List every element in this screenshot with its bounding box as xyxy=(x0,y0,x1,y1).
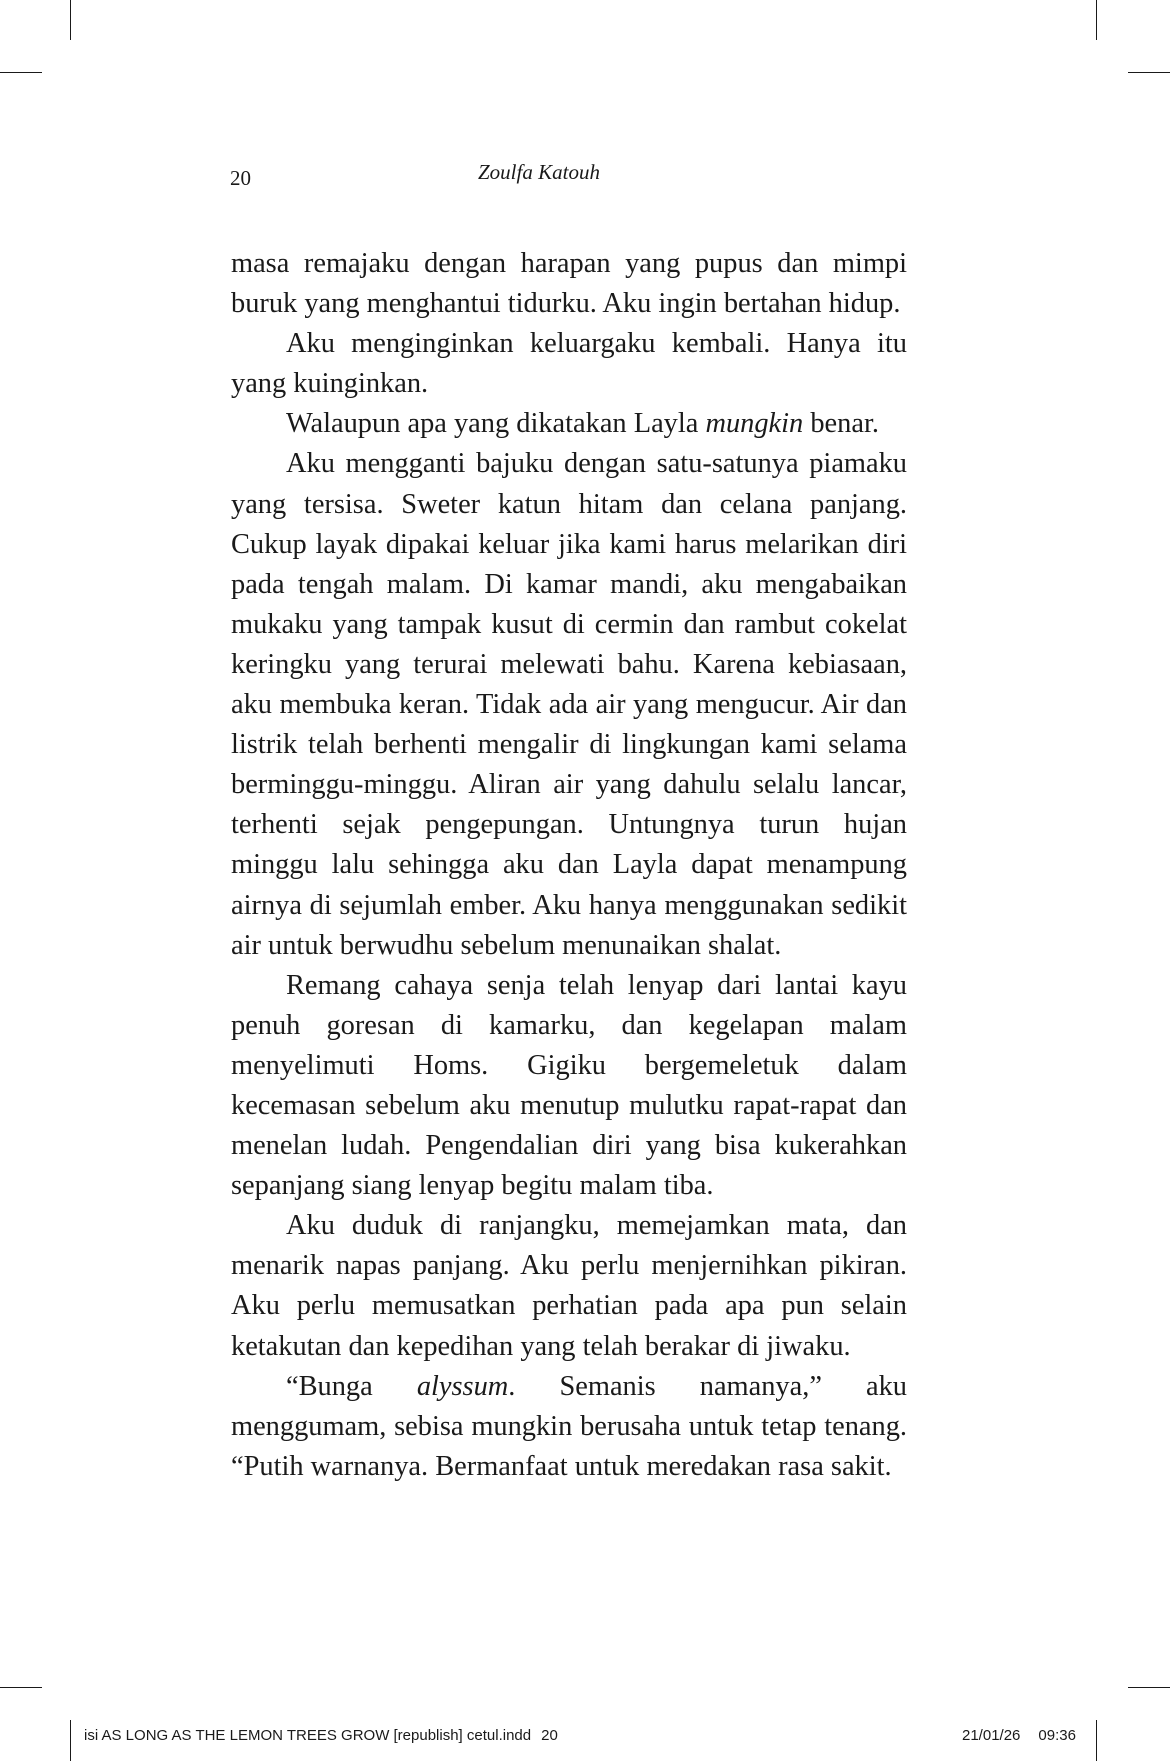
running-head xyxy=(0,160,1170,194)
paragraph-text: Remang cahaya senja telah lenyap dari lantai kayu penuh goresan di kamarku, dan kegelapan malam menyelimuti Homs. Gigiku bergemeletuk dalam kecemasan sebelum aku menutup mulutku rapat-rapat dan menelan ludah. Pengendalian diri yang bisa kukerahkan sepanjang siang lenyap begitu malam tiba. xyxy=(231,969,907,1202)
crop-mark xyxy=(0,72,42,73)
slug-time: 09:36 xyxy=(1038,1727,1076,1744)
crop-mark xyxy=(1096,0,1097,40)
crop-mark xyxy=(70,0,71,40)
italic-text: mungkin xyxy=(705,408,804,440)
italic-text: alyssum xyxy=(416,1370,509,1402)
paragraph-text: masa remajaku dengan harapan yang pupus dan mimpi buruk yang menghantui tidurku. Aku ingin bertahan hidup. xyxy=(231,248,907,320)
paragraph-text: Aku duduk di ranjangku, memejamkan mata, dan menarik napas panjang. Aku perlu menjernihkan pikiran. Aku perlu memusatkan perhatian pada apa pun selain ketakutan dan kepedihan yang telah berakar di jiwaku. xyxy=(231,1210,907,1362)
paragraph-text: Walaupun apa yang dikatakan Layla xyxy=(286,408,706,440)
paragraph-text: Aku menginginkan keluargaku kembali. Hanya itu yang kuinginkan. xyxy=(231,328,907,400)
paragraph xyxy=(231,244,907,324)
paragraph xyxy=(231,324,907,404)
paragraph-text: benar. xyxy=(803,408,879,440)
slug-page-number: 20 xyxy=(541,1727,558,1744)
paragraph xyxy=(231,966,907,1207)
paragraph xyxy=(231,444,907,965)
crop-mark xyxy=(1128,1687,1170,1688)
crop-mark xyxy=(0,1687,42,1688)
paragraph xyxy=(231,1206,907,1366)
crop-mark xyxy=(1128,72,1170,73)
running-head-author: Zoulfa Katouh xyxy=(478,160,600,184)
paragraph xyxy=(231,404,907,444)
paragraph-text: . Semanis namanya,” aku menggumam, sebisa mungkin berusaha untuk tetap tenang. “Putih warnanya. Bermanfaat untuk meredakan rasa sakit. xyxy=(231,1370,907,1482)
slug-date: 21/01/26 xyxy=(962,1727,1021,1744)
slug-line xyxy=(0,1727,1170,1751)
paragraph-text: Aku mengganti bajuku dengan satu-satunya piamaku yang tersisa. Sweter katun hitam dan celana panjang. Cukup layak dipakai keluar jika kami harus melarikan diri pada tengah malam. Di kamar mandi, aku mengabaikan mukaku yang tampak kusut di cermin dan rambut cokelat keringku yang terurai melewati bahu. Karena kebiasaan, aku membuka keran. Tidak ada air yang mengucur. Air dan listrik telah berhenti mengalir di lingkungan kami selama berminggu-minggu. Aliran air yang dahulu selalu lancar, terhenti sejak pengepungan. Untungnya turun hujan minggu lalu sehingga aku dan Layla dapat menampung airnya di sejumlah ember. Aku hanya menggunakan sedikit air untuk berwudhu sebelum menunaikan shalat. xyxy=(231,448,907,961)
page-number: 20 xyxy=(230,166,251,190)
body-text xyxy=(231,244,907,1487)
slug-file-name: isi AS LONG AS THE LEMON TREES GROW [republish] cetul.indd xyxy=(84,1727,532,1744)
paragraph-text: “Bunga xyxy=(286,1370,417,1402)
paragraph xyxy=(231,1367,907,1487)
